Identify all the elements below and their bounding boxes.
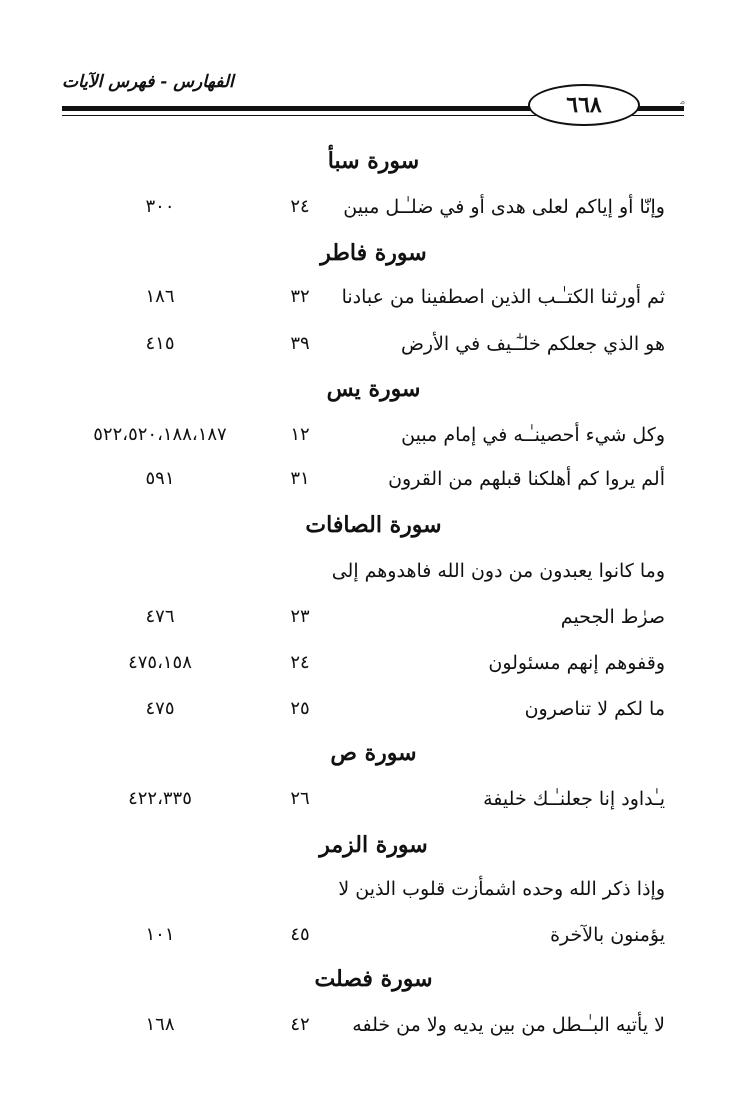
- running-title: الفهارس - فهرس الآيات: [62, 72, 234, 92]
- page-refs: ٤٢٢،٣٣٥: [128, 788, 192, 809]
- verse-text: لا يأتيه البـٰـطل من بين يديه ولا من خلفه: [352, 1014, 665, 1036]
- ayah-number: ٤٢: [290, 1014, 310, 1035]
- surah-heading: سورة سبأ: [327, 148, 420, 174]
- page-refs: ٤١٥: [145, 333, 175, 354]
- ayah-number: ٢٦: [290, 788, 310, 809]
- index-row: [0, 606, 747, 636]
- ayah-number: ٢٤: [290, 652, 310, 673]
- verse-text: يـٰداود إنا جعلنـٰـك خليفة: [483, 788, 665, 810]
- index-row: [0, 468, 747, 498]
- surah-heading: سورة الزمر: [319, 832, 428, 858]
- page-refs: ٥٢٢،٥٢٠،١٨٨،١٨٧: [93, 424, 227, 445]
- ayah-number: ٣٩: [290, 333, 310, 354]
- verse-text: ما لكم لا تناصرون: [524, 698, 665, 720]
- surah-heading: سورة يس: [326, 376, 421, 402]
- ayah-number: ٣٢: [290, 286, 310, 307]
- verse-text: وكل شيء أحصينـٰـه في إمام مبين: [401, 424, 665, 446]
- verse-text: ثم أورثنا الكتـٰـب الذين اصطفينا من عبادنا: [341, 286, 665, 308]
- ayah-number: ٢٥: [290, 698, 310, 719]
- ayah-number: ١٢: [290, 424, 310, 445]
- verse-text: ألم يروا كم أهلكنا قبلهم من القرون: [388, 468, 665, 490]
- index-row: [0, 1014, 747, 1044]
- page-number: ٦٦٨: [566, 92, 602, 118]
- surah-heading: سورة فاطر: [320, 240, 427, 266]
- index-row: [0, 333, 747, 363]
- page-refs: ٤٧٦: [145, 606, 175, 627]
- index-row: [0, 424, 747, 454]
- page-refs: ١٠١: [145, 924, 175, 945]
- page-refs: ١٦٨: [145, 1014, 175, 1035]
- page-refs: ١٨٦: [145, 286, 175, 307]
- ayah-number: ٢٣: [290, 606, 310, 627]
- page-refs: ٤٧٥،١٥٨: [128, 652, 192, 673]
- surah-heading: سورة ص: [330, 740, 417, 766]
- verse-text: هو الذي جعلكم خلـٰٓـيف في الأرض: [400, 333, 665, 355]
- surah-heading: سورة فصلت: [314, 966, 433, 992]
- index-row: [0, 286, 747, 316]
- page-refs: ٣٠٠: [145, 196, 175, 217]
- page-refs: ٥٩١: [145, 468, 175, 489]
- corner-mark: ﻣ: [680, 96, 686, 107]
- verse-text: وإنّا أو إياكم لعلى هدى أو في ضلـٰـل مبين: [343, 196, 665, 218]
- index-row: [0, 698, 747, 728]
- verse-text: وما كانوا يعبدون من دون الله فاهدوهم إلى: [331, 560, 665, 582]
- index-row: [0, 196, 747, 226]
- index-row: [0, 788, 747, 818]
- ayah-number: ٣١: [290, 468, 310, 489]
- ayah-number: ٢٤: [290, 196, 310, 217]
- index-row: [0, 924, 747, 954]
- ayah-number: ٤٥: [290, 924, 310, 945]
- verse-text: وقفوهم إنهم مسئولون: [488, 652, 665, 674]
- surah-heading: سورة الصافات: [305, 512, 442, 538]
- index-row: [0, 560, 747, 590]
- index-row: [0, 652, 747, 682]
- page-refs: ٤٧٥: [145, 698, 175, 719]
- index-row: [0, 878, 747, 908]
- verse-text: وإذا ذكر الله وحده اشمأزت قلوب الذين لا: [338, 878, 665, 900]
- verse-text: صرٰط الجحيم: [560, 606, 665, 628]
- verse-text: يؤمنون بالآخرة: [550, 924, 665, 946]
- page-number-oval: [528, 84, 640, 126]
